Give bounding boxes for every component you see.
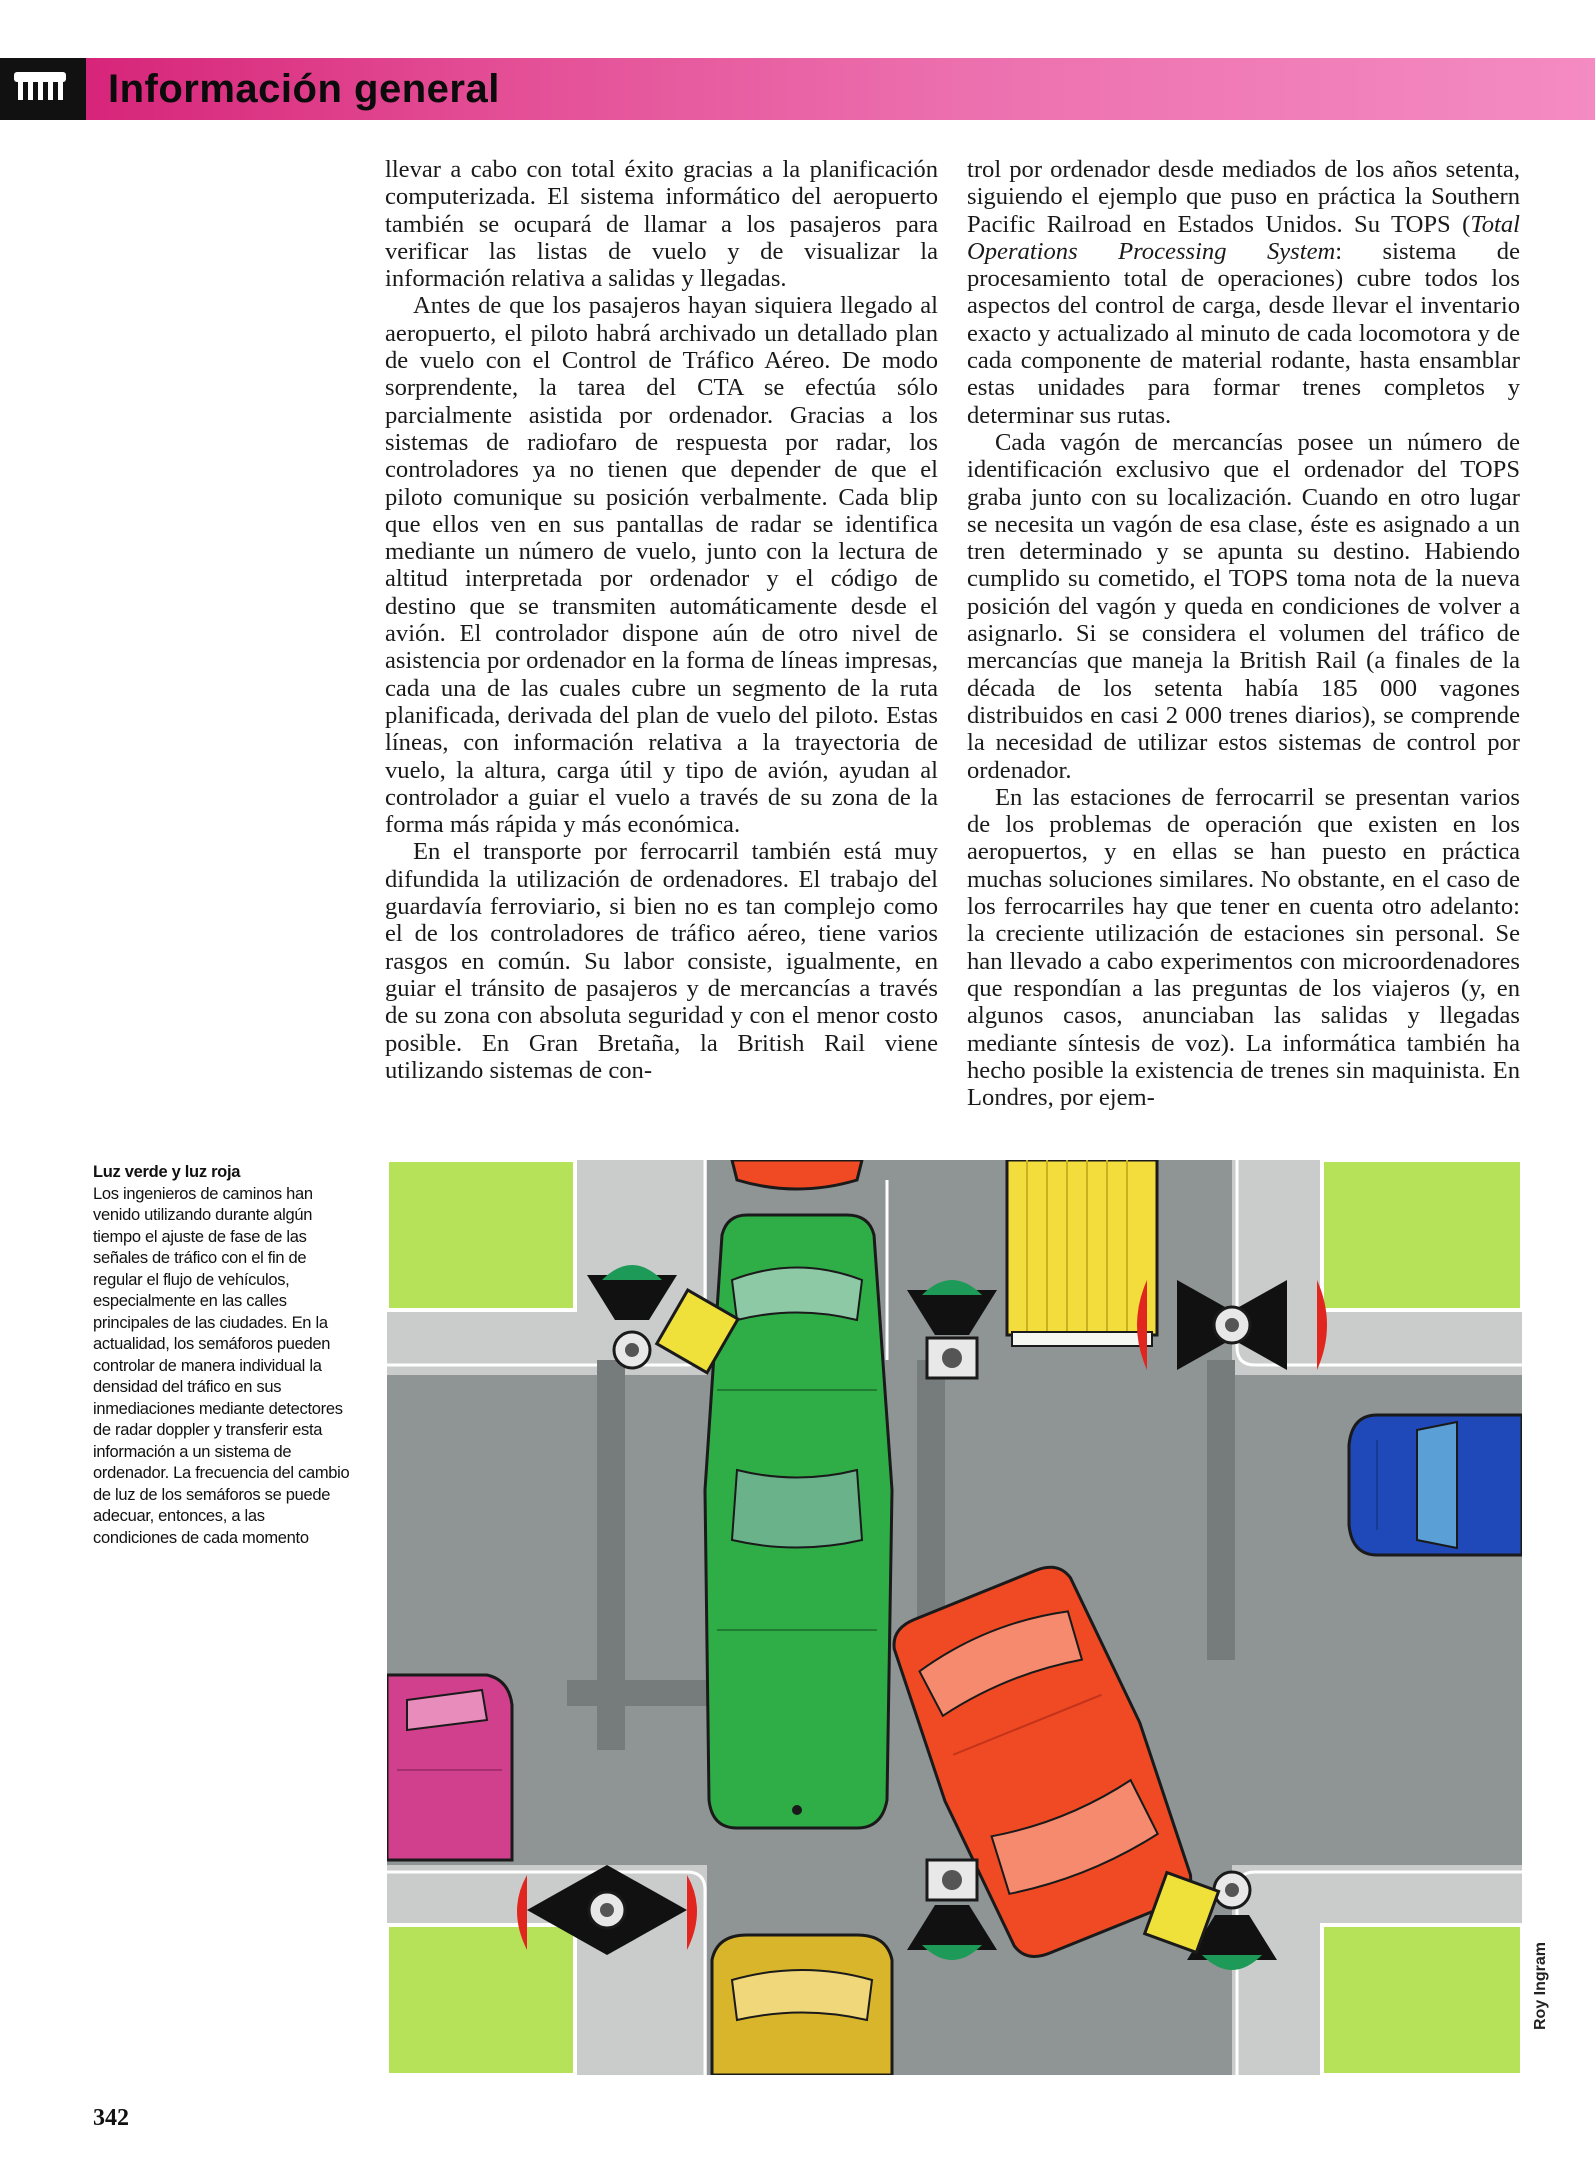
paragraph-text: trol por ordenador desde mediados de los años setenta, siguiendo el ejemplo que puso en práctica la Southern Pacific Railroad en Estados Unidos. Su TOPS ( bbox=[967, 156, 1520, 238]
blue-car bbox=[1349, 1415, 1522, 1555]
italic-term: Total Operations Processing System bbox=[967, 210, 1520, 265]
page-number: 342 bbox=[93, 2105, 129, 2131]
caption-title: Luz verde y luz roja bbox=[93, 1163, 241, 1181]
section-title: Información general bbox=[108, 67, 500, 111]
yellow-truck bbox=[1007, 1160, 1157, 1346]
grass-plot bbox=[1322, 1160, 1522, 1310]
green-car bbox=[705, 1215, 892, 1828]
intersection-illustration bbox=[387, 1160, 1522, 2075]
paragraph: Antes de que los pasajeros hayan siquiera llegado al aeropuerto, el piloto habrá archivado un detallado plan de vuelo con el Control de Tráfico Aéreo. De modo sorprendente, la tarea del CTA se efectúa sólo parcialmente asistida por ordenador. Gracias a los sistemas de radiofaro de respuesta por radar, los controladores ya no tienen que depender de que el piloto comunique su posición verbalmente. Cada blip que ellos ven en sus pantallas de radar se identifica mediante un número de vuelo, junto con la lectura de altitud interpretada por ordenador y el código de destino que se transmiten automáticamente desde el avión. El controlador dispone aún de otro nivel de asistencia por ordenador en la forma de líneas impresas, cada una de las cuales cubre un segmento de la ruta planificada, derivada del plan de vuelo del piloto. Estas líneas, con información relativa a la trayectoria de vuelo, la altura, carga útil y tipo de avión, ayudan al controlador a guiar el vuelo a través de su zona de la forma más rápida y más económica. bbox=[385, 292, 938, 839]
paragraph-text: : sistema de procesamiento total de operaciones) cubre todos los aspectos del control de carga, desde llevar el inventario exacto y actualizado al minuto de cada locomotora y de cada componente de material rodante, hasta ensamblar estas unidades para formar trenes completos y determinar sus rutas. bbox=[967, 237, 1520, 429]
yellow-car-bottom bbox=[712, 1935, 892, 2075]
text-column-right bbox=[967, 156, 1520, 1111]
paragraph: llevar a cabo con total éxito gracias a la planificación computerizada. El sistema informático del aeropuerto también se ocupará de llamar a los pasajeros para verificar las listas de vuelo y de visualizar la información relativa a salidas y llegadas. bbox=[385, 156, 938, 293]
caption-body: Los ingenieros de caminos han venido utilizando durante algún tiempo el ajuste de fase de las señales de tráfico con el fin de regular el flujo de vehículos, especialmente en las calles principales de las ciudades. En la actualidad, los semáforos pueden controlar de manera individual la densidad del tráfico en sus inmediaciones mediante detectores de radar doppler y transferir esta información a un sistema de ordenador. La frecuencia del cambio de luz de los semáforos se puede adecuar, entonces, a las condiciones de cada momento bbox=[93, 1184, 350, 1547]
grass-plot bbox=[387, 1925, 575, 2075]
paragraph: En el transporte por ferrocarril también está muy difundida la utilización de ordenadores. El trabajo del guardavía ferroviario, si bien no es tan complejo como el de los controladores de tráfico aéreo, tiene varios rasgos en común. Su labor consiste, igualmente, en guiar el tránsito de pasajeros y de mercancías a través de su zona con absoluta seguridad y con el menor costo posible. En Gran Bretaña, la British Rail viene utilizando sistemas de con- bbox=[385, 838, 938, 1084]
paragraph: En las estaciones de ferrocarril se presentan varios de los problemas de operación que existen en los aeropuertos, y en ellas se han puesto en práctica muchas soluciones similares. No obstante, en el caso de los ferrocarriles hay que tener en cuenta otro adelanto: la creciente utilización de estaciones sin personal. Se han llevado a cabo experimentos con microordenadores que respondían a las preguntas de los viajeros (y, en algunos casos, anunciaban las salidas y llegadas mediante síntesis de voz). La informática también ha hecho posible la existencia de trenes sin maquinista. En Londres, por ejem- bbox=[967, 783, 1520, 1112]
paragraph bbox=[967, 156, 1520, 429]
figure-caption bbox=[93, 1162, 351, 1549]
illustration-credit: Roy Ingram bbox=[1532, 1941, 1549, 2030]
red-car-top bbox=[732, 1160, 862, 1189]
text-column-left bbox=[385, 156, 938, 1084]
intersection-drawing bbox=[387, 1160, 1522, 2075]
grass-plot bbox=[387, 1160, 575, 1310]
paragraph: Cada vagón de mercancías posee un número de identificación exclusivo que el ordenador del TOPS graba junto con su localización. Cuando en otro lugar se necesita un vagón de esa clase, éste es asignado a un tren determinado y se apunta su destino. Habiendo cumplido su cometido, el TOPS toma nota de la nueva posición del vagón y queda en condiciones de volver a asignarlo. Si se considera el volumen del tráfico de mercancías que maneja la British Rail (a finales de la década de los setenta había 185 000 vagones distribuidos en casi 2 000 trenes diarios), se comprende la necesidad de utilizar estos sistemas de control por ordenador. bbox=[967, 428, 1520, 784]
grass-plot bbox=[1322, 1925, 1522, 2075]
section-icon bbox=[0, 58, 86, 120]
section-header bbox=[0, 58, 1595, 120]
pink-car bbox=[387, 1675, 512, 1860]
